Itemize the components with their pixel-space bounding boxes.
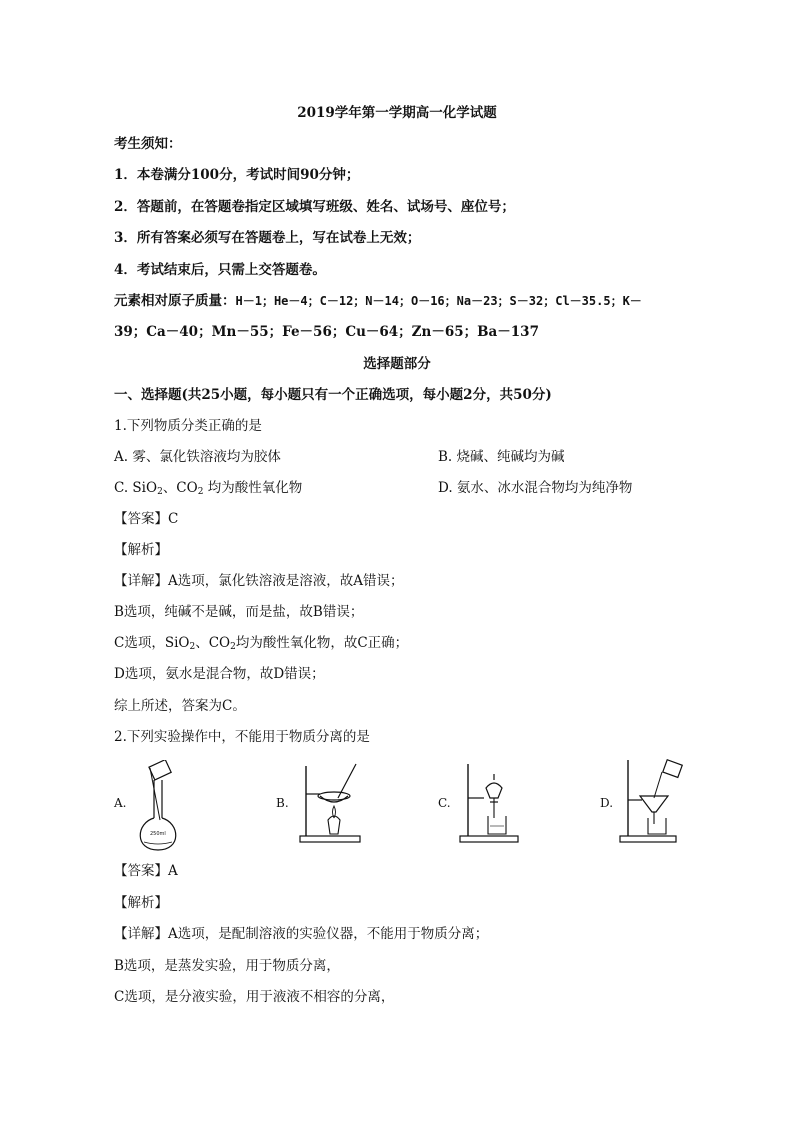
subscript: 2	[230, 642, 236, 652]
filtration-diagram	[618, 758, 688, 844]
q1-option-c	[114, 479, 302, 501]
notice-heading: 考生须知：	[114, 136, 182, 152]
q1-option-b: B. 烧碱、纯碱均为碱	[438, 449, 565, 465]
atomic-masses-line1	[114, 292, 642, 310]
separatory-funnel-diagram	[458, 760, 522, 844]
q2-label-c: C.	[438, 796, 451, 810]
q2-label-a: A.	[114, 796, 127, 810]
q2-b-line: B选项，是蒸发实验，用于物质分离，	[114, 958, 340, 974]
q1-option-a: A. 雾、氯化铁溶液均为胶体	[114, 449, 281, 465]
part-heading: 一、选择题(共25小题，每小题只有一个正确选项，每小题2分，共50分)	[114, 387, 552, 403]
q1-d-line: D选项，氨水是混合物，故D错误；	[114, 666, 325, 682]
q1-c-line-text: 均为酸性氧化物，故C正确；	[235, 635, 409, 651]
svg-text:250ml: 250ml	[150, 831, 166, 837]
subscript: 2	[157, 487, 163, 497]
page-title: 2019学年第一学期高一化学试题	[297, 105, 497, 121]
evaporation-diagram	[298, 762, 364, 844]
q1-b-line: B选项，纯碱不是碱，而是盐，故B错误；	[114, 604, 364, 620]
subscript: 2	[197, 487, 204, 497]
q1-option-d: D. 氨水、冰水混合物均为纯净物	[438, 480, 633, 496]
q2-label-b: B.	[276, 796, 289, 810]
q2-stem: 2.下列实验操作中，不能用于物质分离的是	[114, 729, 370, 745]
q2-detail: 【详解】A选项，是配制溶液的实验仪器，不能用于物质分离；	[114, 926, 489, 942]
notice-item: 3．所有答案必须写在答题卷上，写在试卷上无效；	[114, 230, 421, 246]
q2-label-d: D.	[600, 796, 614, 810]
atomic-masses-line2: 39；Ca－40；Mn－55；Fe－56；Cu－64；Zn－65；Ba－137	[114, 324, 539, 340]
q2-answer: 【答案】A	[114, 863, 178, 879]
atomic-masses-values: H－1；He－4；C－12；N－14；O－16；Na－23；S－32；Cl－35.5；K－	[235, 294, 642, 308]
q1-answer: 【答案】C	[114, 511, 179, 527]
q1-option-c-text: 、CO	[162, 480, 198, 496]
q1-c-line-text: 、CO	[195, 635, 231, 651]
notice-item: 4．考试结束后，只需上交答题卷。	[114, 262, 326, 278]
q2-analysis: 【解析】	[114, 895, 168, 911]
q1-detail: 【详解】A选项，氯化铁溶液是溶液，故A错误；	[114, 573, 404, 589]
q1-analysis: 【解析】	[114, 542, 168, 558]
q1-option-c-text: 均为酸性氧化物	[203, 480, 303, 496]
volumetric-flask-diagram	[130, 760, 190, 852]
q1-summary: 综上所述，答案为C。	[114, 698, 246, 714]
atomic-masses-label: 元素相对原子质量：	[114, 293, 236, 309]
q1-c-line-text: C选项，SiO	[114, 635, 190, 651]
q1-option-c-text: C. SiO	[114, 480, 158, 496]
section-title: 选择题部分	[363, 356, 431, 372]
notice-item: 1．本卷满分100分，考试时间90分钟；	[114, 167, 360, 183]
subscript: 2	[189, 642, 196, 652]
q1-stem: 1.下列物质分类正确的是	[114, 418, 262, 434]
notice-item: 2．答题前，在答题卷指定区域填写班级、姓名、试场号、座位号；	[114, 199, 515, 215]
q2-c-line: C选项，是分液实验，用于液液不相容的分离，	[114, 989, 395, 1005]
q1-c-line	[114, 634, 408, 656]
